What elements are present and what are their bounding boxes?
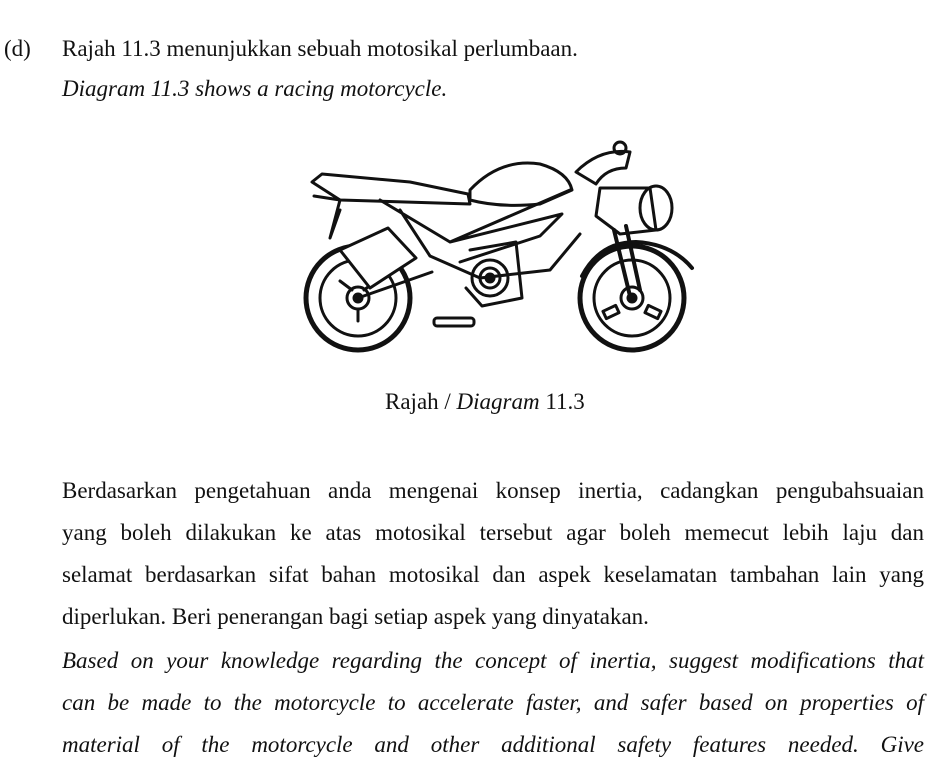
body-malay-line-1: Berdasarkan pengetahuan anda mengenai konsep inertia, cadangkan pengubahsuaian [62, 478, 924, 503]
question-label: (d) [4, 36, 31, 61]
fuel-tank [470, 163, 572, 205]
intro-english: Diagram 11.3 shows a racing motorcycle. [62, 76, 448, 101]
intro-malay: Rajah 11.3 menunjukkan sebuah motosikal perlumbaan. [62, 36, 578, 61]
figure-caption: Rajah / Diagram 11.3 [385, 389, 585, 414]
body-english-line-2: can be made to the motorcycle to accelerate faster, and safer based on properties of [62, 690, 924, 715]
body-english-line-3: material of the motorcycle and other additional safety features needed. Give [62, 732, 924, 757]
fairing [576, 151, 630, 184]
body-malay-line-4: diperlukan. Beri penerangan bagi setiap aspek yang dinyatakan. [62, 604, 649, 629]
body-malay-line-3: selamat berdasarkan sifat bahan motosikal dan aspek keselamatan tambahan lain yang [62, 562, 924, 587]
body-malay-line-2: yang boleh dilakukan ke atas motosikal tersebut agar boleh memecut lebih laju dan [62, 520, 924, 545]
body-english-line-1: Based on your knowledge regarding the concept of inertia, suggest modifications that [62, 648, 924, 673]
motorcycle-illustration [300, 138, 710, 370]
footrest [434, 318, 474, 326]
